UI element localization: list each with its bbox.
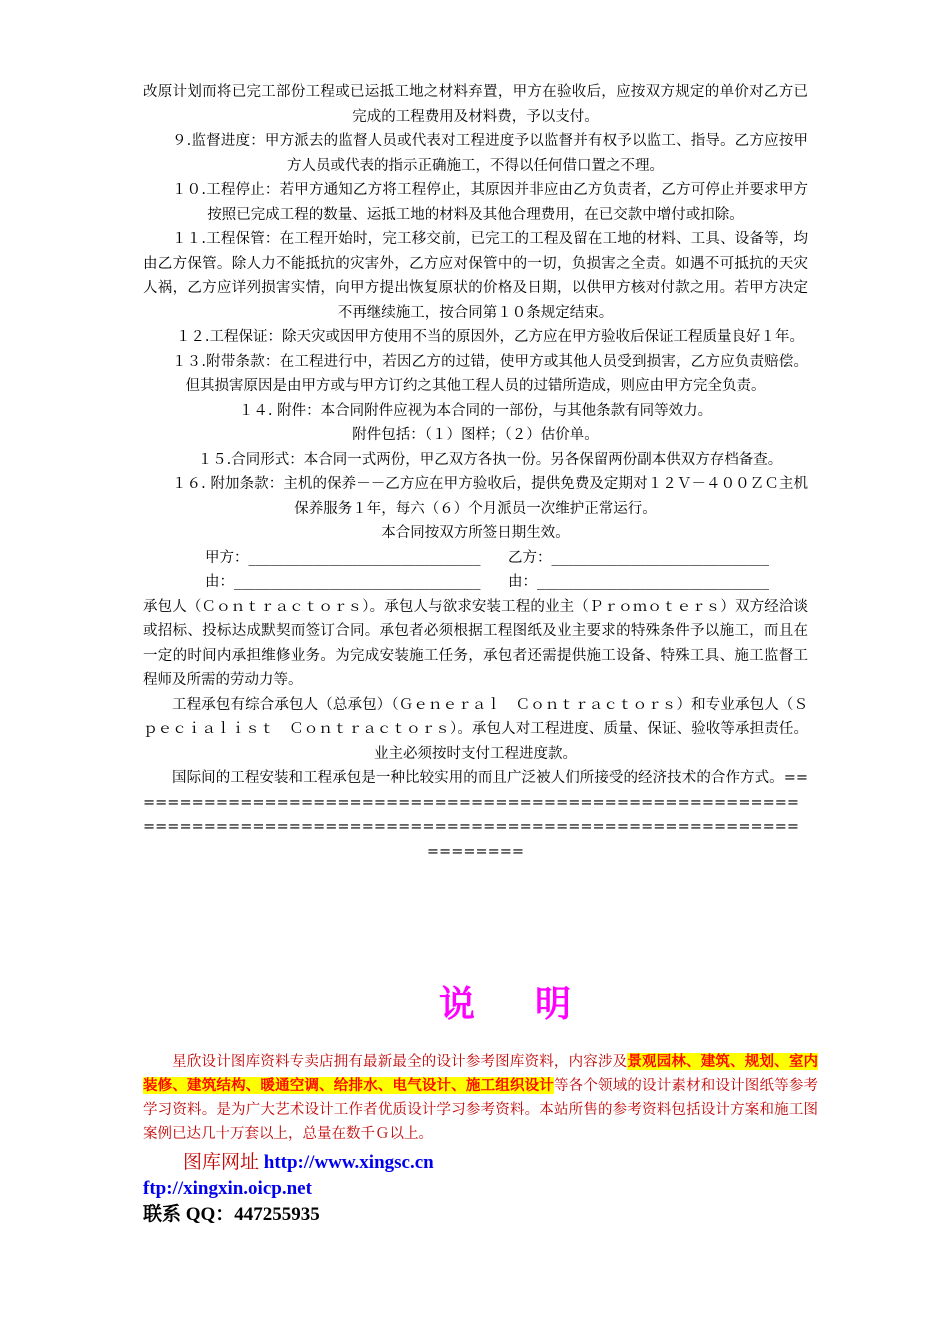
clause-14-attachments: 附件包括：（１）图样；（２）估价单。 <box>352 427 599 443</box>
notice-rest: 等各个领域的设计素材和设计图纸等参考学习资料。是为广大艺术设计工作者优质设计学习参考资料。本站所售的参考资料包括设计方案和施工图案例已达几十万套以上，总量在数千Ｇ以上。 <box>143 1078 819 1142</box>
effective-date: 本合同按双方所签日期生效。 <box>381 525 570 541</box>
clause-14: １４. 附件：本合同附件应视为本合同的一部份，与其他条款有同等效力。 <box>238 402 713 419</box>
clause-16: １６. 附加条款：主机的保养－－乙方应在甲方验收后，提供免费及定期对１２Ｖ－４００ＺＣ主机保养服务１年，每六（６）个月派员一次维护正常运行。 <box>172 476 808 517</box>
notice-intro: 星欣设计图库资料专卖店拥有最新最全的设计参考图库资料，内容涉及 <box>172 1054 628 1070</box>
signature-by-b: 由：________________________________ <box>508 574 769 590</box>
clause-11: １１.工程保管：在工程开始时，完工移交前，已完工的工程及留在工地的材料、工具、设备等，均由乙方保管。除人力不能抵抗的灾害外，乙方应对保管中的一切，负损害之全责。如遇不可抵抗的天灾人祸，乙方应详列损害实情，向甲方提出恢复原状的价格及日期，以供甲方核对付款之用。若甲方决定不再继续施工，按合同第１０条规定结束。 <box>143 231 808 321</box>
qq-contact: 联系 QQ：447255935 <box>143 1204 320 1225</box>
clause-8-continued: 改原计划而将已完工部份工程或已运抵工地之材料弃置，甲方在验收后，应按双方规定的单价对乙方已完成的工程费用及材料费，予以支付。 <box>143 84 808 125</box>
site-label: 图库网址 <box>183 1152 260 1173</box>
clause-12: １２.工程保证：除天灾或因甲方使用不当的原因外，乙方应在甲方验收后保证工程质量良好１年。 <box>175 329 805 345</box>
site-link[interactable]: http://www.xingsc.cn <box>263 1152 434 1173</box>
notice-title: 说明 <box>438 984 631 1025</box>
site-line <box>143 1150 434 1176</box>
signature-party-a: 甲方：________________________________ <box>205 549 481 566</box>
cooperation-paragraph: 国际间的工程安装和工程承包是一种比较实用的而且广泛被人们所接受的经济技术的合作方式。====================================================================================================================== <box>143 770 808 860</box>
notice-paragraph <box>143 1050 818 1146</box>
contractors-paragraph: 承包人（Ｃｏｎｔｒａｃｔｏｒｓ）。承包人与欲求安装工程的业主（Ｐｒｏｍｏｔｅｒｓ）双方经洽谈或招标、投标达成默契而签订合同。承包者必须根据工程图纸及业主要求的特殊条件予以施工，而且在一定的时间内承担维修业务。为完成安装施工任务，承包者还需提供施工设备、特殊工具、施工监督工程师及所需的劳动力等。 <box>143 598 808 688</box>
ftp-link[interactable]: ftp://xingxin.oicp.net <box>143 1178 312 1199</box>
contract-body <box>143 80 808 864</box>
clause-9: ９.监督进度：甲方派去的监督人员或代表对工程进度予以监督并有权予以监工、指导。乙方应按甲方人员或代表的指示正确施工，不得以任何借口置之不理。 <box>172 133 808 174</box>
contract-types-paragraph: 工程承包有综合承包人（总承包）（Ｇｅｎｅｒａｌ Ｃｏｎｔｒａｃｔｏｒｓ）和专业承包人（Ｓｐｅｃｉａｌｉｓｔ Ｃｏｎｔｒａｃｔｏｒｓ）。承包人对工程进度、质量、保证、验收等承担责任。业主必须按时支付工程进度款。 <box>143 696 808 762</box>
signature-row-by <box>143 570 808 595</box>
clause-13: １３.附带条款：在工程进行中，若因乙方的过错，使甲方或其他人员受到损害，乙方应负责赔偿。但其损害原因是由甲方或与甲方订约之其他工程人员的过错所造成，则应由甲方完全负责。 <box>172 353 808 394</box>
signature-by-a: 由：__________________________________ <box>205 574 481 590</box>
signature-party-b: 乙方：______________________________ <box>508 549 769 566</box>
contact-links <box>143 1150 434 1228</box>
clause-10: １０.工程停止：若甲方通知乙方将工程停止，其原因并非应由乙方负责者，乙方可停止并要求甲方按照已完成工程的数量、运抵工地的材料及其他合理费用，在已交款中增付或扣除。 <box>172 182 808 223</box>
signature-row-party <box>143 546 808 571</box>
notice-highlight: 景观园林、建筑、规划、室内装修、建筑结构、暖通空调、给排水、电气设计、施工组织设计 <box>143 1053 819 1094</box>
clause-15: １５.合同形式：本合同一式两份，甲乙双方各执一份。另各保留两份副本供双方存档备查。 <box>197 451 783 468</box>
